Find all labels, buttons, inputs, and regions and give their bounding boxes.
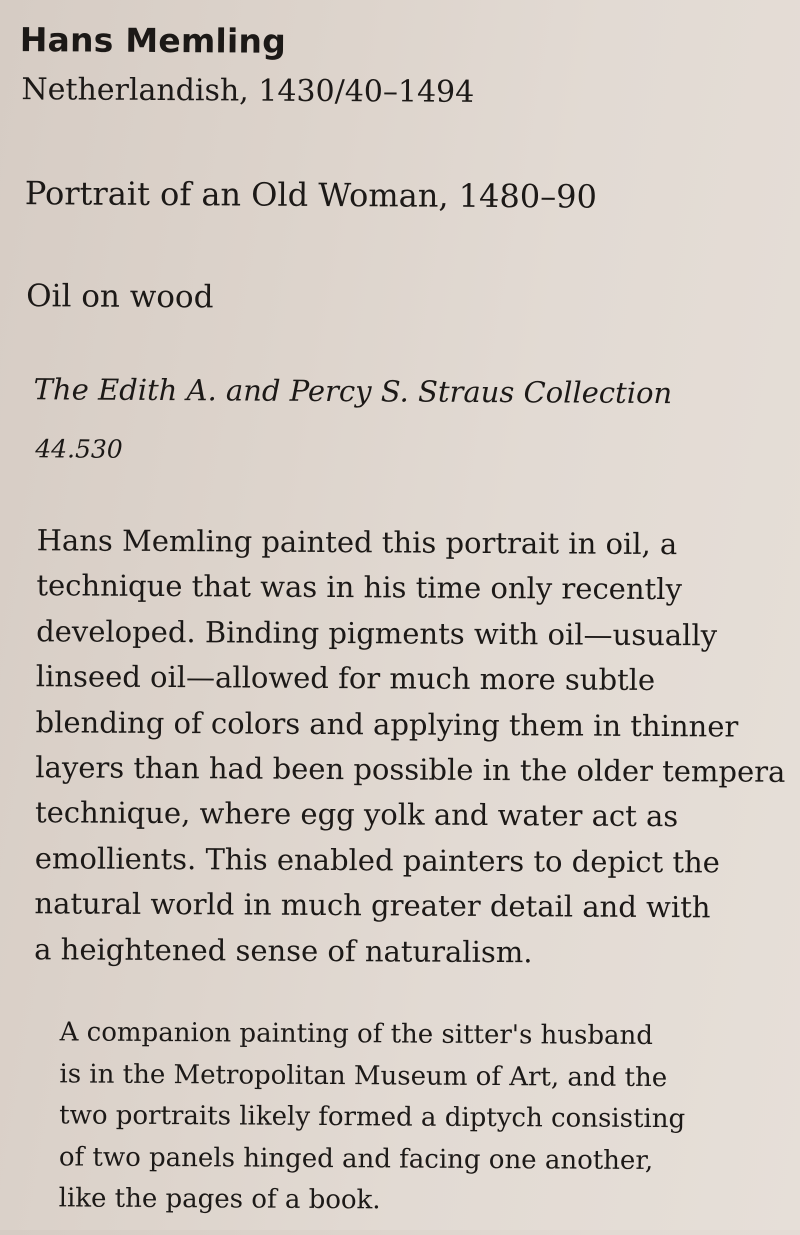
description-line: layers than had been possible in the older tempera xyxy=(35,750,786,789)
description-line: technique that was in his time only recently xyxy=(36,568,682,607)
description-line: technique, where egg yolk and water act as xyxy=(34,795,679,834)
companion-line: of two panels hinged and facing one another, xyxy=(58,1141,654,1176)
description-line: Hans Memling painted this portrait in oil, a xyxy=(36,523,678,562)
companion-line: like the pages of a book. xyxy=(58,1183,381,1216)
artwork-title: Portrait of an Old Woman, 1480–90 xyxy=(24,174,598,216)
description-line: a heightened sense of naturalism. xyxy=(34,931,533,969)
credit-line: The Edith A. and Percy S. Straus Collection xyxy=(33,372,673,411)
accession-number: 44.530 xyxy=(35,434,123,464)
description-line: natural world in much greater detail and with xyxy=(34,886,711,925)
description-line: developed. Binding pigments with oil—usually xyxy=(36,614,718,653)
description-line: linseed oil—allowed for much more subtle xyxy=(35,659,656,698)
description-paragraph xyxy=(34,518,786,977)
artwork-medium: Oil on wood xyxy=(26,278,214,316)
description-line: blending of colors and applying them in thinner xyxy=(35,704,739,744)
description-line: emollients. This enabled painters to depict the xyxy=(34,841,721,880)
artist-nationality-dates: Netherlandish, 1430/40–1494 xyxy=(21,72,475,110)
companion-line: is in the Metropolitan Museum of Art, and the xyxy=(59,1058,668,1093)
companion-line: two portraits likely formed a diptych consisting xyxy=(59,1100,686,1135)
companion-line: A companion painting of the sitter's husband xyxy=(59,1017,654,1052)
artist-name: Hans Memling xyxy=(19,20,287,61)
companion-paragraph xyxy=(59,1012,760,1224)
